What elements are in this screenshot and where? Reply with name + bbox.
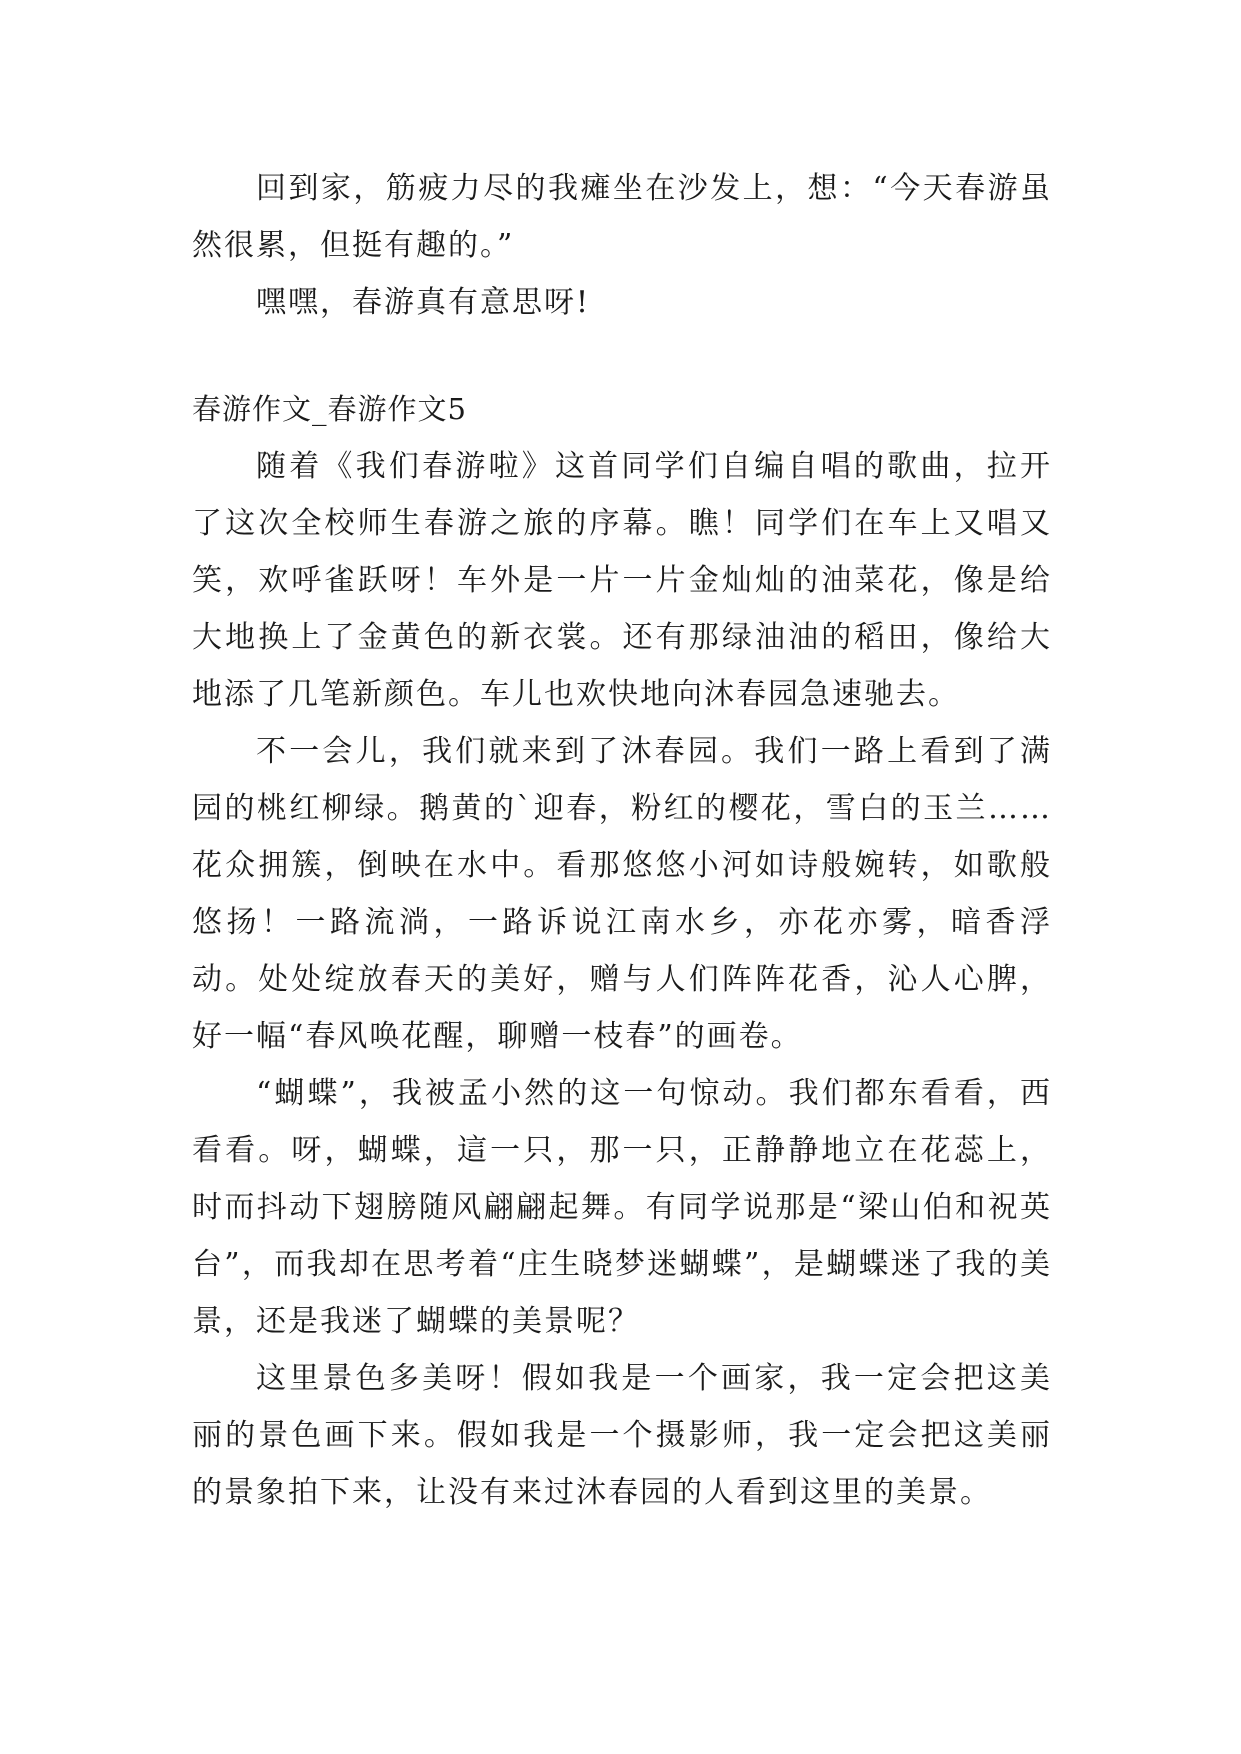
paragraph: 嘿嘿，春游真有意思呀! xyxy=(256,285,591,320)
paragraph: 回到家，筋疲力尽的我瘫坐在沙发上，想：“今天春游虽然很累，但挺有趣的。” xyxy=(192,171,1052,263)
paragraph: 这里景色多美呀！假如我是一个画家，我一定会把这美丽的景色画下来。假如我是一个摄影师，我一定会把这美丽的景象拍下来，让没有来过沐春园的人看到这里的美景。 xyxy=(192,1361,1052,1510)
section-title: 春游作文_春游作文5 xyxy=(192,392,467,426)
document-body xyxy=(192,160,1052,1521)
paragraph: “蝴蝶”，我被孟小然的这一句惊动。我们都东看看，西看看。呀，蝴蝶，這一只，那一只，正静静地立在花蕊上，时而抖动下翅膀随风翩翩起舞。有同学说那是“梁山伯和祝英台”，而我却在思考着“庄生晓梦迷蝴蝶”，是蝴蝶迷了我的美景，还是我迷了蝴蝶的美景呢？ xyxy=(192,1076,1052,1339)
section-spacer xyxy=(192,331,1052,381)
paragraph: 随着《我们春游啦》这首同学们自编自唱的歌曲，拉开了这次全校师生春游之旅的序幕。瞧！同学们在车上又唱又笑，欢呼雀跃呀！车外是一片一片金灿灿的油菜花，像是给大地换上了金黄色的新衣裳。还有那绿油油的稻田，像给大地添了几笔新颜色。车儿也欢快地向沐春园急速驰去。 xyxy=(192,449,1052,712)
paragraph: 不一会儿，我们就来到了沐春园。我们一路上看到了满园的桃红柳绿。鹅黄的`迎春，粉红的樱花，雪白的玉兰……花众拥簇，倒映在水中。看那悠悠小河如诗般婉转，如歌般悠扬！一路流淌，一路诉说江南水乡，亦花亦雾，暗香浮动。处处绽放春天的美好，赠与人们阵阵花香，沁人心脾，好一幅“春风唤花醒，聊赠一枝春”的画卷。 xyxy=(192,734,1052,1054)
